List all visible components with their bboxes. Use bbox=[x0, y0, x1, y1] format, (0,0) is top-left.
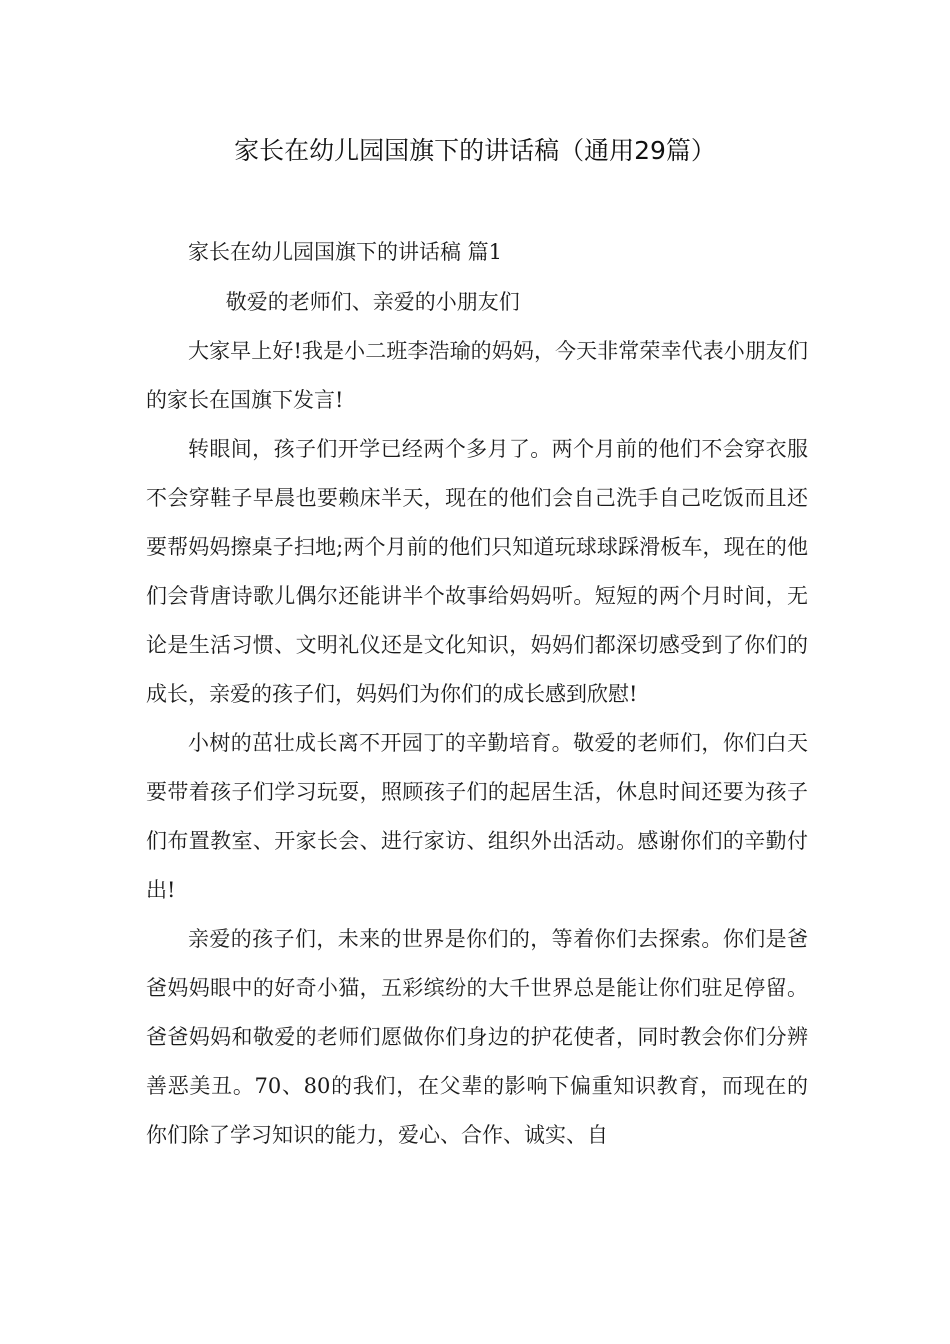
paragraph-1: 大家早上好!我是小二班李浩瑜的妈妈，今天非常荣幸代表小朋友们的家长在国旗下发言! bbox=[146, 339, 808, 412]
document-title: 家长在幼儿园国旗下的讲话稿（通用29篇） bbox=[234, 136, 716, 165]
paragraph-3: 小树的茁壮成长离不开园丁的辛勤培育。敬爱的老师们，你们白天要带着孩子们学习玩耍，照顾孩子们的起居生活，休息时间还要为孩子们布置教室、开家长会、进行家访、组织外出活动。感谢你们的辛勤付出! bbox=[146, 731, 808, 902]
salutation: 敬爱的老师们、亲爱的小朋友们 bbox=[225, 290, 520, 314]
document-body bbox=[146, 228, 808, 1160]
section-heading: 家长在幼儿园国旗下的讲话稿 篇1 bbox=[188, 240, 503, 264]
paragraph-2: 转眼间，孩子们开学已经两个多月了。两个月前的他们不会穿衣服不会穿鞋子早晨也要赖床半天，现在的他们会自己洗手自己吃饭而且还要帮妈妈擦桌子扫地;两个月前的他们只知道玩球球踩滑板车，现在的他们会背唐诗歌儿偶尔还能讲半个故事给妈妈听。短短的两个月时间，无论是生活习惯、文明礼仪还是文化知识，妈妈们都深切感受到了你们的成长，亲爱的孩子们，妈妈们为你们的成长感到欣慰! bbox=[146, 437, 808, 706]
paragraph-4: 亲爱的孩子们，未来的世界是你们的，等着你们去探索。你们是爸爸妈妈眼中的好奇小猫，五彩缤纷的大千世界总是能让你们驻足停留。爸爸妈妈和敬爱的老师们愿做你们身边的护花使者，同时教会你们分辨善恶美丑。70、80的我们，在父辈的影响下偏重知识教育，而现在的你们除了学习知识的能力，爱心、合作、诚实、自 bbox=[146, 927, 808, 1147]
